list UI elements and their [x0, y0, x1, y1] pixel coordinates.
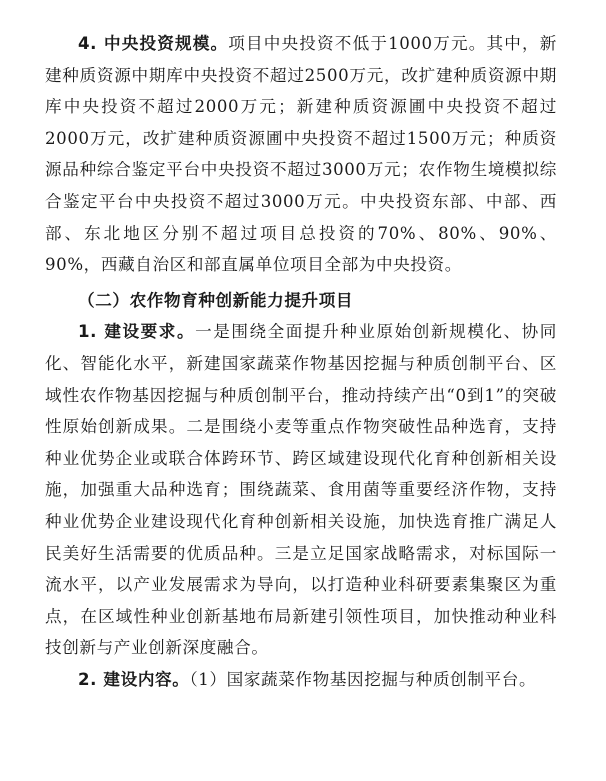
document-body: [45, 28, 557, 695]
section-heading-breeding-innovation: （二）农作物育种创新能力提升项目: [78, 290, 354, 310]
paragraph-lead-construction-content: 2. 建设内容。: [78, 669, 190, 689]
paragraph-lead-construction-requirements: 1. 建设要求。: [78, 322, 196, 342]
paragraph-text-investment-scale: 项目中央投资不低于1000万元。其中，新建种质资源中期库中央投资不超过2500万元，改扩建种质资源中期库中央投资不超过2000万元；新建种质资源圃中央投资不超过2000万元，改扩建种质资源圃中央投资不超过1500万元；种质资源品种综合鉴定平台中央投资不超过3000万元；农作物生境模拟综合鉴定平台中央投资不超过3000万元。中央投资东部、中部、西部、东北地区分别不超过项目总投资的70%、80%、90%、90%，西藏自治区和部直属单位项目全部为中央投资。: [45, 34, 557, 275]
paragraph-text-construction-requirements: 一是围绕全面提升种业原始创新规模化、协同化、智能化水平，新建国家蔬菜作物基因挖掘与种质创制平台、区域性农作物基因挖掘与种质创制平台，推动持续产出“0到1”的突破性原始创新成果。二是围绕小麦等重点作物突破性品种选育，支持种业优势企业或联合体跨环节、跨区域建设现代化育种创新相关设施，加强重大品种选育；围绕蔬菜、食用菌等重要经济作物，支持种业优势企业建设现代化育种创新相关设施，加快选育推广满足人民美好生活需要的优质品种。三是立足国家战略需求，对标国际一流水平，以产业发展需求为导向，以打造种业科研要素集聚区为重点，在区域性种业创新基地布局新建引领性项目，加快推动种业科技创新与产业创新深度融合。: [45, 322, 557, 658]
paragraph-text-construction-content: （1）国家蔬菜作物基因挖掘与种质创制平台。: [189, 669, 537, 689]
paragraph-investment-scale: [45, 28, 557, 281]
paragraph-construction-content: [45, 664, 557, 696]
paragraph-construction-requirements: [45, 316, 557, 664]
paragraph-lead-investment-scale: 4. 中央投资规模。: [78, 34, 229, 53]
